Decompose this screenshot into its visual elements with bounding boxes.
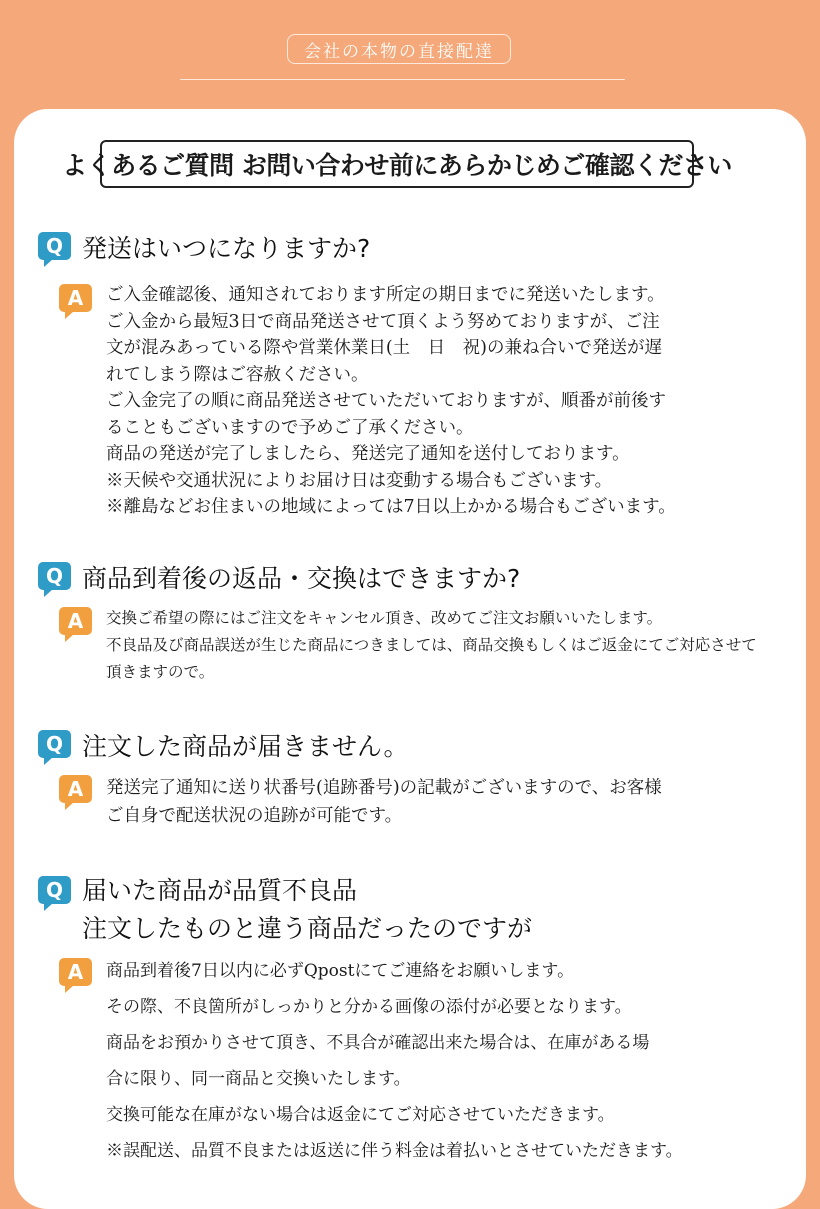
answer-line: 交換ご希望の際にはご注文をキャンセル頂き、改めてご注文お願いいたします。	[106, 609, 663, 627]
answer-line: 文が混みあっている際や営業休業日(土 日 祝)の兼ね合いで発送が遅	[106, 338, 662, 358]
answer-icon: A	[59, 958, 92, 986]
answer-line: その際、不良箇所がしっかりと分かる画像の添付が必要となります。	[106, 997, 632, 1017]
answer-line: ※誤配送、品質不良または返送に伴う料金は着払いとさせていただきます。	[106, 1141, 683, 1161]
answer-line: ご自身で配送状況の追跡が可能です。	[106, 805, 403, 826]
answer-line: ※離島などお住まいの地域によっては7日以上かかる場合もございます。	[106, 497, 676, 517]
answer-icon: A	[59, 607, 92, 635]
answer-line: ることもございますので予めご了承ください。	[106, 417, 474, 438]
answer-line: 商品をお預かりさせて頂き、不具合が確認出来た場合は、在庫がある場	[106, 1033, 650, 1053]
faq-question-3	[82, 727, 409, 763]
answer-line: ご入金から最短3日で商品発送させて頂くよう努めておりますが、ご注	[106, 311, 660, 332]
answer-line: 頂きますので。	[106, 663, 215, 681]
answer-line: 商品の発送が完了しましたら、発送完了通知を送付しております。	[106, 444, 630, 464]
answer-line: 商品到着後7日以内に必ずQpostにてご連絡をお願いします。	[106, 961, 575, 981]
answer-line: ご入金確認後、通知されております所定の期日までに発送いたします。	[106, 285, 665, 305]
question-line: 注文したものと違う商品だったのですが	[82, 914, 533, 943]
answer-line: 発送完了通知に送り状番号(追跡番号)の記載がございますので、お客様	[106, 778, 662, 798]
question-icon: Q	[38, 730, 71, 758]
answer-line: れてしまう際はご容赦ください。	[106, 364, 369, 385]
question-line: 発送はいつになりますか?	[82, 234, 371, 263]
answer-line: 合に限り、同一商品と交換いたします。	[106, 1069, 411, 1089]
answer-icon: A	[59, 284, 92, 312]
question-line: 注文した商品が届きません。	[82, 732, 409, 761]
faq-question-1	[82, 229, 370, 265]
answer-line: 不良品及び商品誤送が生じた商品につきましては、商品交換もしくはご返金にてご対応させて	[106, 636, 757, 654]
answer-icon: A	[59, 775, 92, 803]
question-icon: Q	[38, 876, 71, 904]
faq-answer-3	[106, 775, 662, 830]
faq-answer-1	[106, 282, 676, 521]
answer-line: ※天候や交通状況によりお届け日は変動する場合もございます。	[106, 470, 613, 491]
question-icon: Q	[38, 562, 71, 590]
faq-question-4	[82, 872, 532, 948]
question-line: 商品到着後の返品・交換はできますか?	[82, 564, 521, 593]
answer-line: 交換可能な在庫がない場合は返金にてご対応させていただきます。	[106, 1105, 615, 1125]
faq-answer-2	[106, 605, 757, 686]
question-line: 届いた商品が品質不良品	[82, 876, 358, 905]
top-divider	[180, 79, 625, 80]
page-title: よくあるご質問 お問い合わせ前にあらかじめご確認ください	[100, 140, 694, 188]
faq-answer-4	[106, 953, 683, 1169]
faq-question-2	[82, 559, 520, 595]
question-icon: Q	[38, 232, 71, 260]
top-badge: 会社の本物の直接配達	[287, 34, 511, 64]
answer-line: ご入金完了の順に商品発送させていただいておりますが、順番が前後す	[106, 391, 666, 411]
